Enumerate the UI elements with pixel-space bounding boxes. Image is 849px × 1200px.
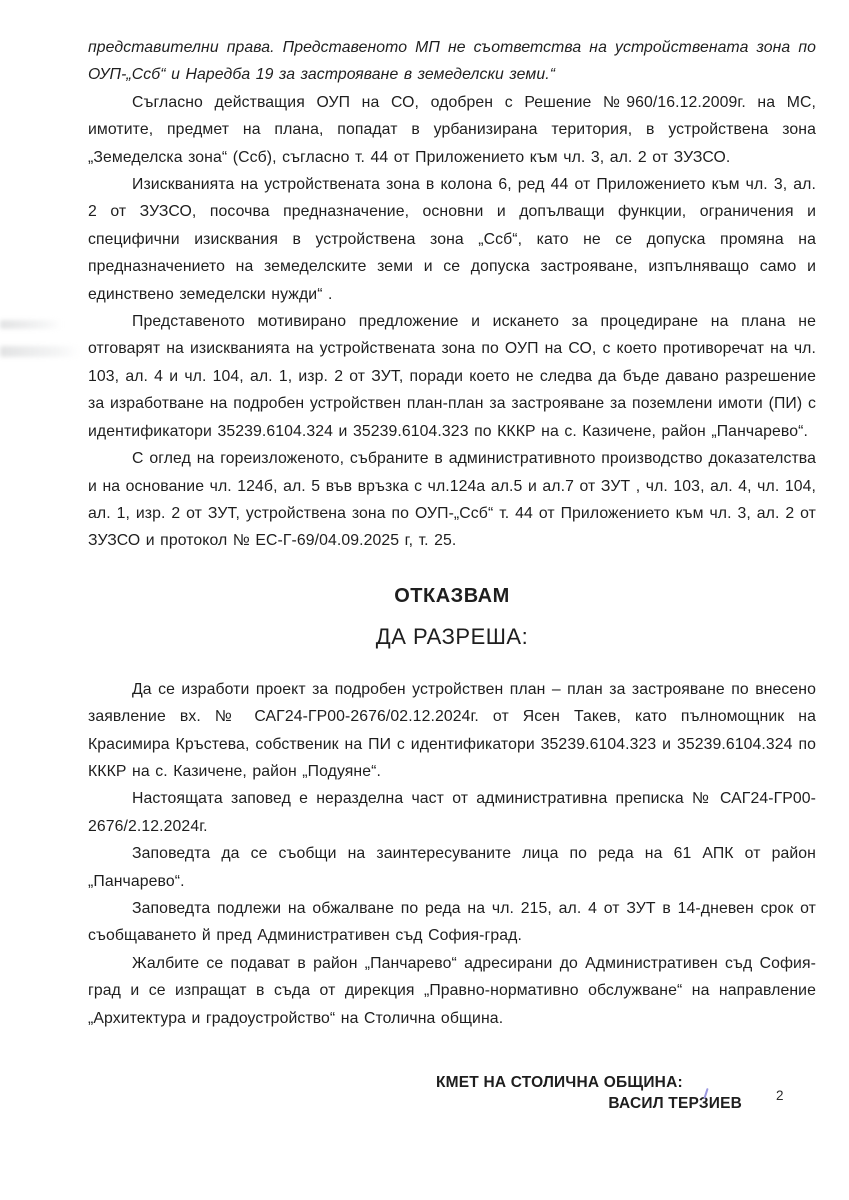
signature-title: КМЕТ НА СТОЛИЧНА ОБЩИНА: [436, 1074, 683, 1091]
paragraph-notification: Заповедта да се съобщи на заинтересуваните лица по реда на 61 АПК от район „Панчарево“. [88, 845, 816, 890]
decision-headings [88, 585, 816, 650]
paragraph-proposal-noncompliance: Представеното мотивирано предложение и искането за процедиране на плана не отговарят на изискванията на устройствената зона по ОУП на СО, с което противоречат на чл. 103, ал. 4 и чл. 104, ал. 1, изр. 2 от ЗУТ, поради което не следва да бъде давано разрешение за изработване на подробен устройствен план-план за застрояване за поземлени имоти (ПИ) с идентификатори 35239.6104.324 и 35239.6104.323 по КККР на с. Казичене, район „Панчарево“. [88, 313, 816, 440]
decision-heading-refuse: ОТКАЗВАМ [394, 584, 510, 607]
paragraph-appeal-term: Заповедта подлежи на обжалване по реда на чл. 215, ал. 4 от ЗУТ в 14-дневен срок от съобщаването й пред Административен съд София-град. [88, 899, 816, 945]
paragraph-continuation-italic: представителни права. Представеното МП не съответства на устройствената зона по ОУП-„Ссб“ и Наредба 19 за застрояване в земеделски земи.“ [88, 39, 816, 84]
signature-block [436, 1074, 744, 1113]
paragraph-zone-requirements: Изискванията на устройствената зона в колона 6, ред 44 от Приложението към чл. 3, ал. 2 от ЗУЗСО, посочва предназначение, основни и допълващи функции, ограничения и специфични изисквания в устройствена зона „Ссб“, като не се допуска промяна на предназначението на земеделските земи и се допуска застрояване, изпълняващо само и единствено земеделски нужди“ . [88, 176, 816, 303]
signature-name-row [436, 1095, 744, 1113]
scan-artifact-smudge [0, 346, 80, 357]
document-body [88, 34, 816, 1113]
page-number: 2 [776, 1088, 784, 1103]
scan-artifact-smudge [0, 320, 62, 329]
paragraph-appeal-filing: Жалбите се подават в район „Панчарево“ адресирани до Административен съд София-град и се изпращат в съда от дирекция „Правно-нормативно обслужване“ на направление „Архитектура и градоустройство“ на Столична община. [88, 954, 816, 1027]
paragraph-legal-grounds: С оглед на гореизложеното, събраните в административното производство доказателства и на основание чл. 124б, ал. 5 във връзка с чл.124а ал.5 и ал.7 от ЗУТ , чл. 103, ал. 4, чл. 104, ал. 1, изр. 2 от ЗУТ, устройствена зона по ОУП-„Ссб“ т. 44 от Приложението към чл. 3, ал. 2 от ЗУЗСО и протокол № ЕС-Г-69/04.09.2025 г, т. 25. [88, 450, 816, 550]
paragraph-refused-project: Да се изработи проект за подробен устройствен план – план за застрояване по внесено заявление вх. № САГ24-ГР00-2676/02.12.2024г. от Ясен Такев, като пълномощник на Красимира Кръстева, собственик на ПИ с идентификатори 35239.6104.323 и 35239.6104.324 по КККР на с. Казичене, район „Подуяне“. [88, 680, 816, 780]
signature-name: ВАСИЛ ТЕРЗИЕВ [608, 1095, 742, 1112]
paragraph-case-file: Настоящата заповед е неразделна част от административна преписка № САГ24-ГР00-2676/2.12.2024г. [88, 790, 816, 835]
paragraph-oup-decision: Съгласно действащия ОУП на СО, одобрен с Решение №960/16.12.2009г. на МС, имотите, предмет на плана, попадат в урбанизирана територия, в устройствена зона „Земеделска зона“ (Ссб), съгласно т. 44 от Приложението към чл. 3, ал. 2 от ЗУЗСО. [88, 93, 816, 166]
decision-heading-allow: ДА РАЗРЕША: [375, 623, 529, 649]
